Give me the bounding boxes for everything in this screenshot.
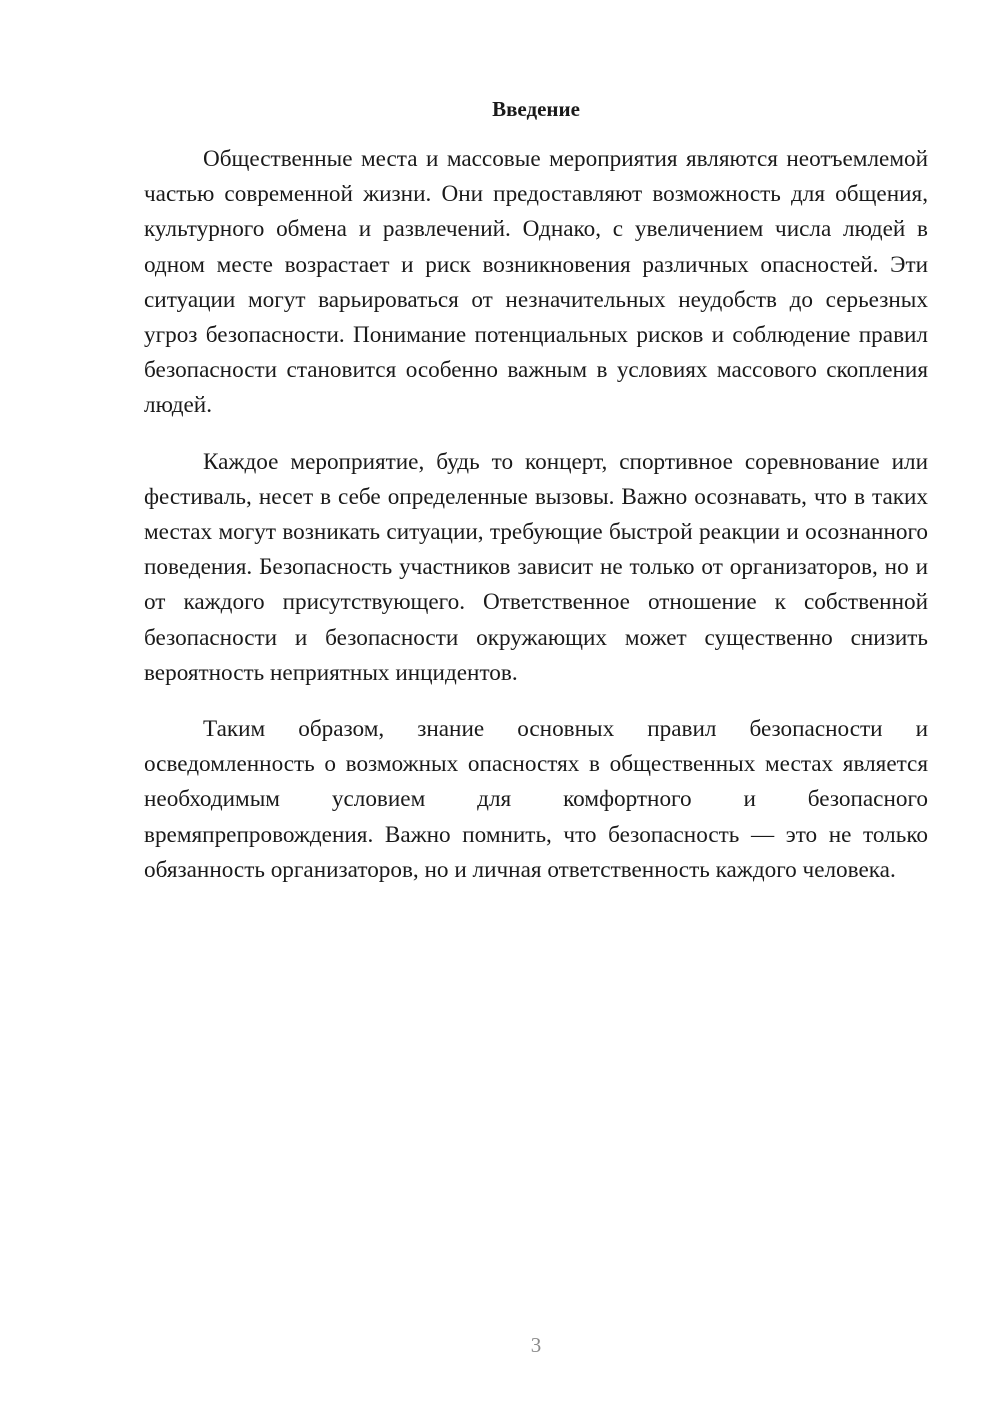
paragraph-3: Таким образом, знание основных правил безопасности и осведомленность о возможных опасностях в общественных местах является необходимым условием для комфортного и безопасного времяпрепровождения. Важно помнить, что безопасность — это не только обязанность организаторов, но и личная ответственность каждого человека. — [144, 716, 928, 883]
page-number: 3 — [530, 1333, 542, 1357]
paragraph-2: Каждое мероприятие, будь то концерт, спортивное соревнование или фестиваль, несет в себе определенные вызовы. Важно осознавать, что в таких местах могут возникать ситуации, требующие быстрой реакции и осознанного поведения. Безопасность участников зависит не только от организаторов, но и от каждого присутствующего. Ответственное отношение к собственной безопасности и безопасности окружающих может существенно снизить вероятность неприятных инцидентов. — [144, 448, 928, 686]
body-text — [144, 142, 928, 909]
paragraph-1: Общественные места и массовые мероприятия являются неотъемлемой частью современной жизни. Они предоставляют возможность для общения, культурного обмена и развлечений. Однако, с увеличением числа людей в одном месте возрастает и риск возникновения различных опасностей. Эти ситуации могут варьироваться от незначительных неудобств до серьезных угроз безопасности. Понимание потенциальных рисков и соблюдение правил безопасности становится особенно важным в условиях массового скопления людей. — [144, 146, 928, 419]
section-heading: Введение — [492, 97, 580, 121]
